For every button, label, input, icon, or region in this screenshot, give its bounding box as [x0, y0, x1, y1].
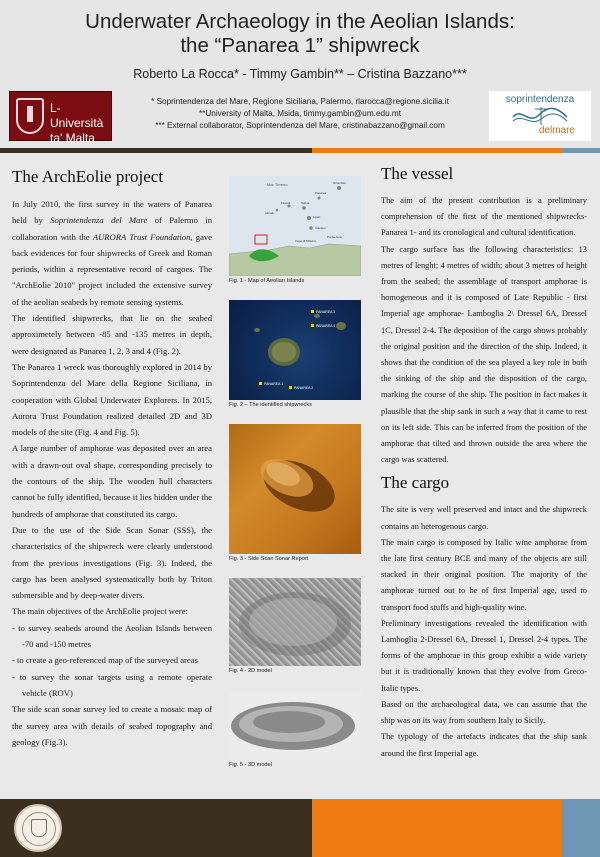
objectives-list — [12, 620, 212, 701]
affiliation-3: *** External collaborator, Soprintendenza del Mare, cristinabazzano@gmail.com — [155, 121, 445, 130]
separator-bar-orange — [312, 148, 562, 153]
affiliation-2: **University of Malta, Msida, timmy.gambin@um.edu.mt — [199, 109, 401, 118]
cargo-heading: The cargo — [381, 473, 450, 493]
figure-4 — [229, 578, 361, 674]
map-label-panarea: Panarea — [315, 191, 327, 195]
map-label-salina: Salina — [301, 201, 310, 205]
wreck-label: PANAREA 1 — [264, 382, 284, 386]
figure-1 — [229, 176, 361, 284]
map-image — [229, 176, 361, 276]
figure-1-caption: Fig. 1 - Map of Aeolian Islands — [229, 278, 305, 284]
satellite-drawing — [229, 300, 361, 400]
left-paragraph-1 — [12, 196, 212, 310]
cargo-paragraph-5: The typology of the artefacts indicates that the ship sank around the first Imperial age. — [381, 732, 587, 758]
map-label-capo-milazzo: Capo di Milazzo — [295, 239, 317, 243]
satellite-image — [229, 300, 361, 400]
map-label-lipari: Lipari — [313, 215, 321, 219]
footer-block-orange — [312, 799, 562, 857]
map-label-punta-arcio: Punta Arcio — [327, 235, 343, 239]
footer-block-dark — [0, 799, 312, 857]
footer-block-blue — [562, 799, 600, 857]
logo-right-bottom: delmare — [538, 125, 575, 136]
figure-4-caption: Fig. 4 - 2D model — [229, 668, 272, 674]
map-label-vulcano: Vulcano — [315, 226, 326, 230]
map-label-filicudi: Filicudi — [281, 201, 291, 205]
authors: Roberto La Rocca* - Timmy Gambin** – Cristina Bazzano*** — [133, 67, 467, 81]
wreck-label: PANAREA 3 — [316, 310, 336, 314]
left-paragraph-7: The side scan sonar survey led to create a mosaic map of the survey area with details of seabed topography and geology (Fig.3). — [12, 704, 212, 747]
3d-model-image — [229, 692, 361, 760]
sonar-image — [229, 424, 361, 554]
figure-5 — [229, 692, 361, 768]
vessel-paragraph-1: The aim of the present contribution is a preliminary comprehension of the first of the mentioned shipwrecks- Panarea 1- and its cronological and cultural identification. — [381, 196, 587, 238]
logo-text-line-2: ta' Malta — [50, 131, 95, 145]
title-line-1: Underwater Archaeology in the Aeolian Islands: — [85, 10, 515, 33]
title-line-2: the “Panarea 1” shipwreck — [180, 34, 420, 57]
affiliation-1: * Soprintendenza del Mare, Regione Siciliana, Palermo, rlarocca@regione.sicilia.it — [151, 97, 449, 106]
logo-text — [50, 101, 111, 146]
logo-text-line-1: L-Università — [50, 101, 104, 130]
cargo-paragraph-1: The site is very well preserved and intact and the shipwreck contains an heterogenous cargo. — [381, 505, 587, 531]
figure-3 — [229, 424, 361, 562]
vessel-paragraph-2: The cargo surface has the following characteristics: 13 metres of lenght; 4 metres of width; about 3 metres of height from the seabed; the assemblage of transport amphorae is homogeneous and it is composed of Late Republic - first Imperial age amphorae- Lamboglia 2\ Dressel 6A, Dressel 1C, Dressel 2-4. The deposition of the cargo shows probably the original position and the direction of the ship. Indeed, it shows that the condition of the sea played a key role in both the sinking of the ship and the disposition of the cargo, marking the course of the ship. The position in fact makes it plausible that the ship sank in such a way that it came to rest on its left side. This can be inferred from the position of the amphorae that tilted and thrown outside the area where the cargo was scattered. — [381, 244, 587, 465]
seal-icon — [14, 804, 62, 852]
cargo-paragraph-3: Preliminary investigations revealed the identification with Lamboglia 2-Dressel 6A, Dressel 1, Dressel 2-4 types. The forms of the amphorae in this group exhibit a wide variety but it is traditionally known that they evolve from Greco-Italic types. — [381, 618, 587, 693]
p1-text-c: , gave back evidences for four shipwrecks of Greek and Roman periods, within a representative record of cargoes. The "ArchEolie 2010" project included the extensive survey of the aeolian seabeds by remote sensing systems. — [12, 231, 212, 307]
figure-3-caption: Fig. 3 - Side Scan Sonar Report — [229, 556, 309, 562]
list-item: - to survey the sonar targets using a remote operate vehicle (ROV) — [12, 671, 212, 698]
right-column — [381, 163, 587, 762]
archeolie-heading: The ArchEolie project — [12, 167, 164, 186]
p1-text-b: of Palermo in collaboration with the — [12, 215, 213, 242]
separator-bar-dark — [0, 148, 312, 153]
wreck-label: PANAREA 4 — [316, 324, 336, 328]
left-paragraph-4: A large number of amphorae was deposited over an area with a drawn-out oval shape, corresponding precisely to the contours of the ship. The wooden hull characters cannot be fully identified, because it lies hidden under the hundreds of amphorae that constituted its cargo. — [12, 443, 212, 519]
left-paragraph-2: The identified shipwrecks, that lie on the seabed approximetely between -85 and -135 metres in depth, were designated as Panarea 1, 2, 3 and 4 (Fig. 2). — [12, 313, 212, 356]
wreck-label: PANAREA 2 — [294, 386, 314, 390]
cargo-paragraph-2: The main cargo is composed by Italic wine amphorae from the late first century BCE and many of the objects are still stacked in their original position. The majority of the amphorae turned out to be of first Imperial age, used to transport food stuffs and high-quality wine. — [381, 537, 587, 612]
map-label-alicudi: Alicudi — [265, 211, 274, 215]
2d-model-drawing — [229, 578, 361, 666]
map-label-stromboli: Stromboli — [333, 181, 346, 185]
p1-text-a: In July 2010, the first survey in the waters of Panarea held by — [12, 199, 212, 226]
p1-emphasis-2: AURORA Trust Foundation — [92, 231, 191, 242]
university-of-malta-logo — [9, 91, 112, 145]
poster-header — [0, 0, 600, 150]
soprintendenza-logo — [489, 91, 591, 141]
map-sea-label: Mar Tirreno — [267, 182, 288, 187]
separator-bar-blue — [562, 148, 600, 153]
figure-2-caption: Fig. 2 – The identified shipwrecks — [229, 402, 312, 408]
logo-right-top: soprintendenza — [505, 94, 575, 105]
sonar-drawing — [229, 424, 361, 554]
figure-2 — [229, 300, 361, 408]
3d-model-drawing — [229, 692, 361, 760]
wave-icon — [511, 105, 569, 127]
shield-icon — [16, 98, 44, 134]
left-paragraph-6: The main objectives of the ArchEolie project were: — [12, 606, 188, 617]
figure-5-caption: Fig. 5 - 3D model — [229, 762, 272, 768]
left-paragraph-5: Due to the use of the Side Scan Sonar (SSS), the characteristics of the shipwreck were clearly understood from the previous investigations (Fig. 3). Indeed, the cargo has been analysed systematically both by Triton submersible and by deep-water divers. — [12, 524, 212, 601]
list-item: - to survey seabeds around the Aeolian Islands between -70 and -150 metres — [12, 622, 212, 650]
cargo-paragraph-4: Based on the archaeological data, we can assume that the ship was on its way from southern Italy to Sicily. — [381, 699, 587, 726]
2d-model-image — [229, 578, 361, 666]
list-item: - to create a geo-referenced map of the surveyed areas — [12, 655, 198, 666]
p1-emphasis-1: Soprintendenza del Mare — [50, 215, 148, 226]
map-drawing — [229, 176, 361, 276]
vessel-heading: The vessel — [381, 164, 454, 183]
poster-footer — [0, 799, 600, 857]
left-paragraph-3: The Panarea 1 wreck was thoroughly explored in 2014 by Soprintendenza del Mare della Regione Siciliana, in cooperation with Global Underwater Explorers. In 2015, Aurora Trust Foundation realized detailed 2D and 3D models of the site (Fig. 4 and Fig. 5). — [12, 361, 212, 438]
affiliations — [120, 96, 480, 132]
left-column — [12, 166, 212, 750]
poster-title — [0, 10, 600, 58]
